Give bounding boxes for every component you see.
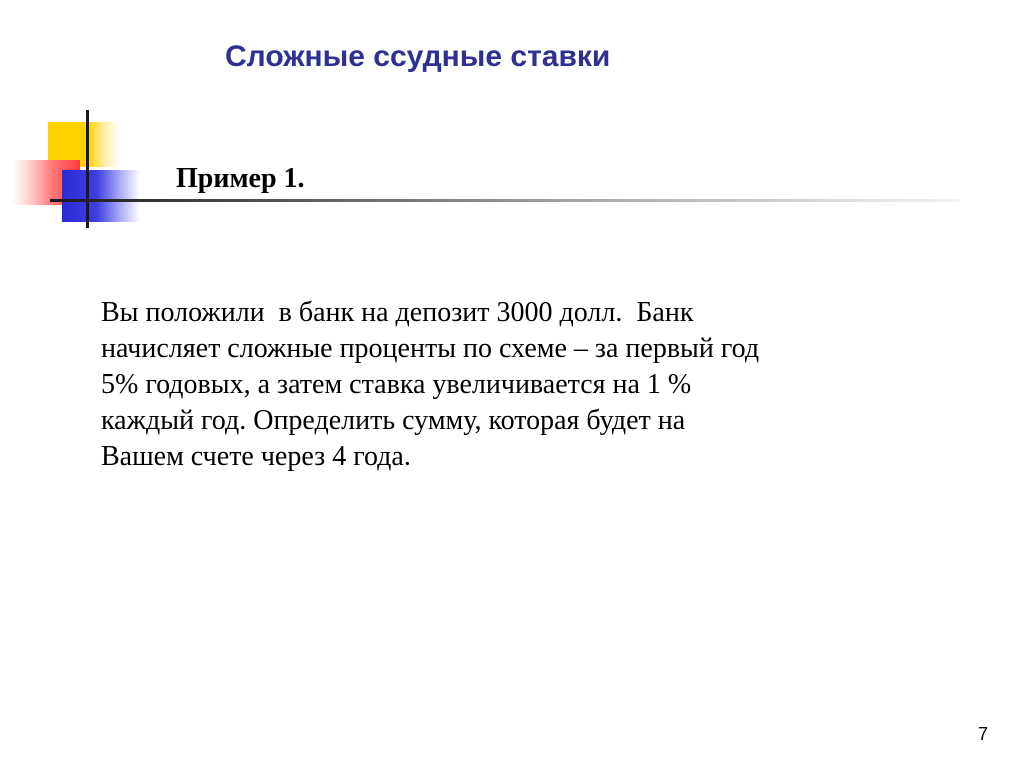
vertical-rule (86, 110, 89, 228)
problem-text-line: Вашем счете через 4 года. (101, 441, 411, 472)
decorative-graphic (0, 0, 1024, 240)
horizontal-rule (50, 199, 960, 202)
slide-title: Сложные ссудные ставки (225, 40, 611, 73)
problem-text-line: начисляет сложные проценты по схеме – за первый год (101, 333, 760, 364)
problem-text-line: 5% годовых, а затем ставка увеличивается на 1 % (101, 369, 692, 400)
example-heading: Пример 1. (176, 163, 305, 194)
problem-text (101, 295, 931, 475)
page-number: 7 (978, 724, 989, 744)
blue-square-decoration (62, 170, 140, 222)
problem-text-line: Вы положили в банк на депозит 3000 долл. Банк (101, 297, 694, 328)
problem-text-line: каждый год. Определить сумму, которая будет на (101, 405, 686, 436)
